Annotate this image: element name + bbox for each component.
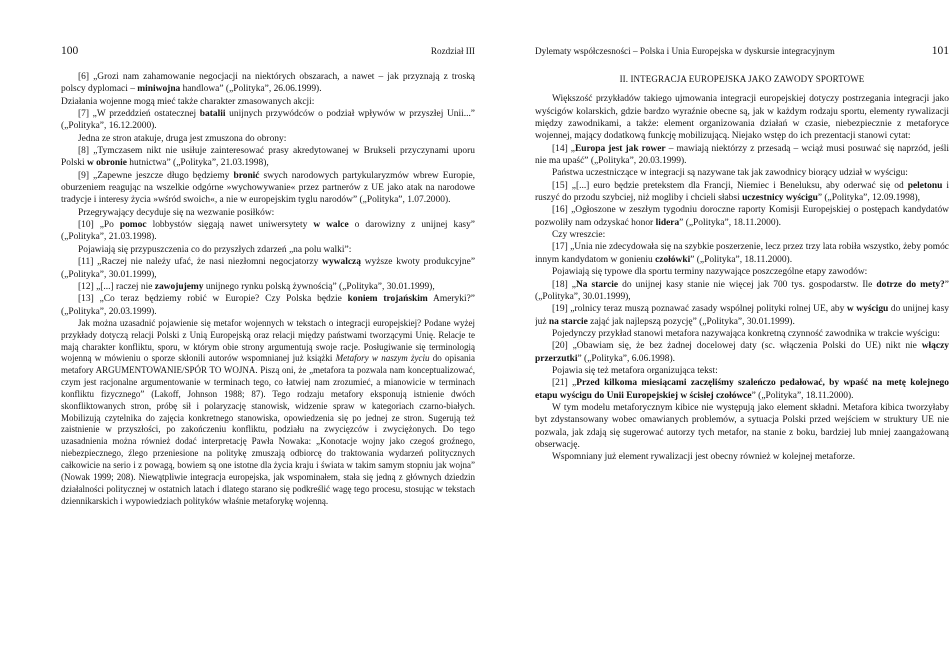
emphasized-term: w obronie bbox=[86, 158, 127, 169]
text-run: Pojedynczy przykład stanowi metafora nazywająca konkretną czynność zawodnika w trakcie wyścigu: bbox=[552, 328, 940, 339]
text-run: Wspomniany już element rywalizacji jest obecny również w kolejnej metaforze. bbox=[552, 452, 855, 463]
emphasized-term: zawojujemy bbox=[154, 281, 204, 292]
emphasized-term: na starcie bbox=[548, 316, 588, 327]
text-run: zająć jak najlepszą pozycję” („Polityka”, 30.01.1999). bbox=[587, 316, 795, 327]
section-title: II. INTEGRACJA EUROPEJSKA JAKO ZAWODY SPORTOWE bbox=[619, 74, 865, 84]
emphasized-term: czołówki bbox=[655, 254, 691, 265]
text-run: Państwa uczestniczące w integracji są nazywane tak jak zawodnicy biorący udział w wyścigu: bbox=[552, 168, 908, 179]
text-run: wyższe kwoty produkcyjne” („Polityka”, 30.01.1999), bbox=[61, 257, 475, 280]
text-run: ” („Polityka”, 18.11.2000). bbox=[679, 217, 782, 228]
paragraph bbox=[61, 318, 475, 508]
text-run: do unijnej kasy stanie nie więcej jak 700 tys. gospodarstw. Ile bbox=[618, 279, 877, 290]
paragraph bbox=[61, 133, 475, 145]
text-run: [10] „Po bbox=[78, 220, 120, 231]
citation-paragraph bbox=[61, 281, 475, 293]
emphasized-term: wywalczą bbox=[322, 257, 361, 268]
paragraph bbox=[535, 328, 949, 340]
page-number: 100 bbox=[61, 45, 79, 57]
citation-paragraph bbox=[61, 108, 475, 133]
running-title: Dylematy współczesności – Polska i Unia Europejska w dyskursie integracyjnym bbox=[535, 46, 835, 56]
text-run: unijnych przywódców o podział wpływów w przyszłej Unii...” („Polityka”, 16.12.2000). bbox=[61, 109, 475, 132]
text-run: lobbystów sięgają nawet uniwersytety bbox=[146, 220, 314, 231]
emphasized-term: włączy przerzutki bbox=[535, 341, 949, 364]
text-run: [15] „[...] euro będzie pretekstem dla Francji, Niemiec i Beneluksu, aby oderwać się od bbox=[552, 180, 908, 191]
left-page-body bbox=[61, 71, 475, 507]
text-run: unijnego rynku polską żywnością” („Polityka”, 30.01.1999), bbox=[203, 281, 435, 292]
text-run: [18] „ bbox=[552, 279, 576, 290]
text-run: [12] „[...] raczej nie bbox=[78, 281, 155, 292]
text-run: [14] „ bbox=[552, 143, 575, 154]
text-run: i ruszyć do przodu szybciej, niż mogliby i chcieli słabsi bbox=[535, 180, 949, 204]
text-run: [21] „ bbox=[552, 378, 577, 389]
paragraph bbox=[535, 266, 949, 278]
text-run: Pojawiają się przypuszczenia co do przyszłych zdarzeń „na polu walki”: bbox=[78, 244, 352, 255]
text-run: – mawiają niektórzy z przesadą – wciąż musi posuwać się naprzód, jeśli nie ma upaść” („Polityka”, 20.03.1999). bbox=[535, 143, 949, 167]
text-run: [16] „Ogłoszone w zeszłym tygodniu doroczne raporty Komisji Europejskiej o postępach kandydatów pozwoliły nam odzyskać honor bbox=[535, 205, 949, 228]
text-run: Czy wreszcie: bbox=[552, 230, 606, 241]
text-run: W tym modelu metaforycznym kibice nie występują jako element składni. Metafora kibica tworzyłaby byt zdystansowany wobec omawianych problemów, a sytuacja Polski przed wejściem w struktury UE nie pozwala, jak zdają się sugerować autorzy tych metafor, na stanie z boku, bardziej lub mniej zaangażowaną obserwację. bbox=[535, 402, 949, 450]
citation-paragraph bbox=[535, 377, 949, 402]
text-run: ” („Polityka”, 6.06.1998). bbox=[577, 353, 675, 364]
paragraph bbox=[535, 402, 949, 451]
citation-paragraph bbox=[61, 145, 475, 170]
emphasized-term: peletonu bbox=[907, 180, 943, 191]
text-run: Jak można uzasadnić pojawienie się metafor wojennych w tekstach o integracji europejskiej? Podane wyżej przykłady dotyczą relacji Polski z Unią Europejską oraz relacji między państwami tworzącymi Unię. Relacje te mają charakter konfliktu, sporu, w którym obie strony argumentują swoje racje. Posługiwanie się terminologią wojenną w mówieniu o sporze skłonili autorów wspomnianej już książki bbox=[61, 317, 475, 364]
text-run: ” („Polityka”, 18.11.2000). bbox=[690, 254, 793, 265]
paragraph bbox=[535, 365, 949, 377]
text-run: [9] „Zapewne jeszcze długo będziemy bbox=[78, 170, 234, 181]
text-run: Większość przykładów takiego ujmowania integracji europejskiej dotyczy postrzegania integracji jako wyścigów kolarskich, gdzie bardzo wyraźnie obecne są, jak w każdym rodzaju sportu, elementy rywalizacji między zawodnikami, a także: element organizowania działań w czasie, niebezpiecznie z metaforyce wojennej, mający dodatkową funkcję mobilizującą. Niejako wstęp do ich prezentacji stanowi cytat: bbox=[535, 94, 949, 142]
citation-paragraph bbox=[535, 143, 949, 168]
text-run: o darowizny z unijnej kasy” („Polityka”, 21.03.1998). bbox=[61, 220, 475, 243]
paragraph bbox=[61, 96, 475, 108]
italic-title: Metafory w naszym życiu bbox=[335, 353, 430, 364]
text-run: [17] „Unia nie zdecydowała się na szybkie poszerzenie, lecz przez trzy lata robiła wszystko, żeby pomóc innym kandydatom w gonieniu bbox=[535, 242, 949, 265]
citation-paragraph bbox=[61, 293, 475, 318]
text-run: ” („Polityka”, 12.09.1998), bbox=[817, 193, 921, 204]
paragraph bbox=[535, 229, 949, 241]
emphasized-term: Europa jest jak rower bbox=[574, 143, 666, 154]
text-run: [6] „Grozi nam zahamowanie negocjacji na niektórych obszarach, a nawet – jak przyznają z troską polscy dyplomaci – bbox=[61, 72, 475, 95]
text-run: [11] „Raczej nie należy ufać, że nasi niezłomni negocjatorzy bbox=[78, 257, 323, 268]
citation-paragraph bbox=[61, 219, 475, 244]
emphasized-term: uczestnicy wyścigu bbox=[742, 193, 818, 204]
emphasized-term: pomoc bbox=[119, 220, 147, 231]
text-run: Jedna ze stron atakuje, druga jest zmuszona do obrony: bbox=[78, 133, 287, 144]
emphasized-term: w wyścigu bbox=[846, 304, 889, 315]
text-run: ” („Polityka”, 30.01.1999), bbox=[535, 279, 949, 302]
emphasized-term: Na starcie bbox=[575, 279, 619, 290]
text-run: Pojawia się też metafora organizująca tekst: bbox=[552, 365, 718, 376]
emphasized-term: lidera bbox=[655, 217, 680, 228]
text-run: [8] „Tymczasem nikt nie usiłuje zainteresować prasy akredytowanej w Brukseli przyczynami uporu Polski bbox=[61, 146, 475, 169]
text-run: Ameryki?” („Polityka”, 20.03.1999). bbox=[61, 294, 475, 317]
citation-paragraph bbox=[535, 303, 949, 328]
right-page-body bbox=[535, 71, 949, 464]
running-head bbox=[535, 44, 949, 58]
text-run: [19] „rolnicy teraz muszą poznawać zasady wspólnej polityki rolnej UE, aby bbox=[552, 304, 847, 315]
text-run: do opisania metafory ARGUMENTOWANIE/SPÓR TO WOJNA. Piszą oni, że „metafora ta pozwala nam konceptualizować, czym jest racjonalne argumentowanie w terminach tego, co łatwiej nam zrozumieć, a mianowicie w terminach konfliktu fizycznego” (Lakoff, Johnson 1988; 87). Tego rodzaju metafory eksponują istnienie dwóch skonfliktowanych stron, próbę sił i polaryzację stanowisk, widzenie spraw w kategoriach czarno-białych. Mobilizują czytelnika do zajęcia konkretnego stanowiska, opowiedzenia się po jednej ze stron. Sugerują też zaistnienie w przyszłości, po zakończeniu konfliktu, podziału na zwycięzców i zwyciężonych. Do tego uzasadnienia można również dodać interpretację Pawła Nowaka: „Konotacje wojny jako czegoś groźnego, niebezpiecznego, źlego przeniesione na politykę zmuszają odbiorcę do traktowania wydarzeń politycznych całkowicie na serio i z powagą, bowiem są one istotne dla życia kraju i świata w takim samym stopniu jak wojna” (Nowak 1999; 208). Niewątpliwie integracja europejska, jak wspominałem, stała się jedną z głównych dziedzin działalności politycznej w ostatnich latach i dlatego starano się podkreślić wagę tego procesu, stosując w tekstach dziennikarskich i wypowiedziach polityków właśnie metaforykę wojenną. bbox=[61, 353, 475, 506]
text-run: do unijnej kasy już bbox=[535, 304, 949, 327]
emphasized-term: batalii bbox=[199, 109, 226, 120]
emphasized-term: Przed kilkoma miesiącami zaczęliśmy szaleńczo pedałować, by wpaść na metę kolejnego etapu wyścigu do Unii Europejskiej w ścisłej czołówce bbox=[535, 378, 949, 401]
paragraph bbox=[61, 244, 475, 256]
citation-paragraph bbox=[61, 256, 475, 281]
paragraph bbox=[535, 93, 949, 142]
emphasized-term: w walce bbox=[313, 220, 349, 231]
right-page bbox=[535, 0, 949, 671]
left-page bbox=[61, 0, 475, 671]
paragraph bbox=[535, 167, 949, 179]
text-run: Działania wojenne mogą mieć także charakter zmasowanych akcji: bbox=[61, 96, 315, 107]
text-run: ” („Polityka”, 18.11.2000). bbox=[751, 390, 854, 401]
page-number: 101 bbox=[931, 45, 949, 57]
text-run: swych narodowych partykularyzmów wbrew Europie, oburzeniem reagując na wszelkie odgórne »wychowywanie« przez partnerów z UE jako atak na narodowe tradycje i interesy życia »wśród swoich«, a nie w europejskim tyglu narodów” („Polityka”, 1.07.2000). bbox=[61, 170, 475, 206]
emphasized-term: miniwojna bbox=[137, 84, 181, 95]
emphasized-term: koniem trojańskim bbox=[347, 294, 428, 305]
running-title: Rozdział III bbox=[430, 46, 475, 56]
citation-paragraph bbox=[61, 71, 475, 96]
paragraph bbox=[61, 207, 475, 219]
text-run: [7] „W przeddzień ostatecznej bbox=[78, 109, 200, 120]
emphasized-term: dotrze do mety? bbox=[876, 279, 945, 290]
running-head bbox=[61, 44, 475, 58]
text-run: Przegrywający decyduje się na wezwanie posiłków: bbox=[78, 207, 275, 218]
paragraph bbox=[535, 451, 949, 463]
citation-paragraph bbox=[61, 170, 475, 207]
emphasized-term: bronić bbox=[233, 170, 260, 181]
text-run: [20] „Obawiam się, że bez żadnej docelowej daty (sc. włączenia Polski do UE) nikt nie bbox=[552, 341, 922, 352]
citation-paragraph bbox=[535, 340, 949, 365]
text-run: handlowa” („Polityka”, 26.06.1999). bbox=[180, 84, 322, 95]
citation-paragraph bbox=[535, 204, 949, 229]
citation-paragraph bbox=[535, 180, 949, 205]
citation-paragraph bbox=[535, 241, 949, 266]
text-run: Pojawiają się typowe dla sportu terminy nazywające poszczególne etapy zawodów: bbox=[552, 267, 868, 278]
text-run: [13] „Co teraz będziemy robić w Europie? Czy Polska będzie bbox=[78, 294, 348, 305]
citation-paragraph bbox=[535, 279, 949, 304]
text-run: hutnictwa” („Polityka”, 21.03.1998), bbox=[126, 158, 269, 169]
